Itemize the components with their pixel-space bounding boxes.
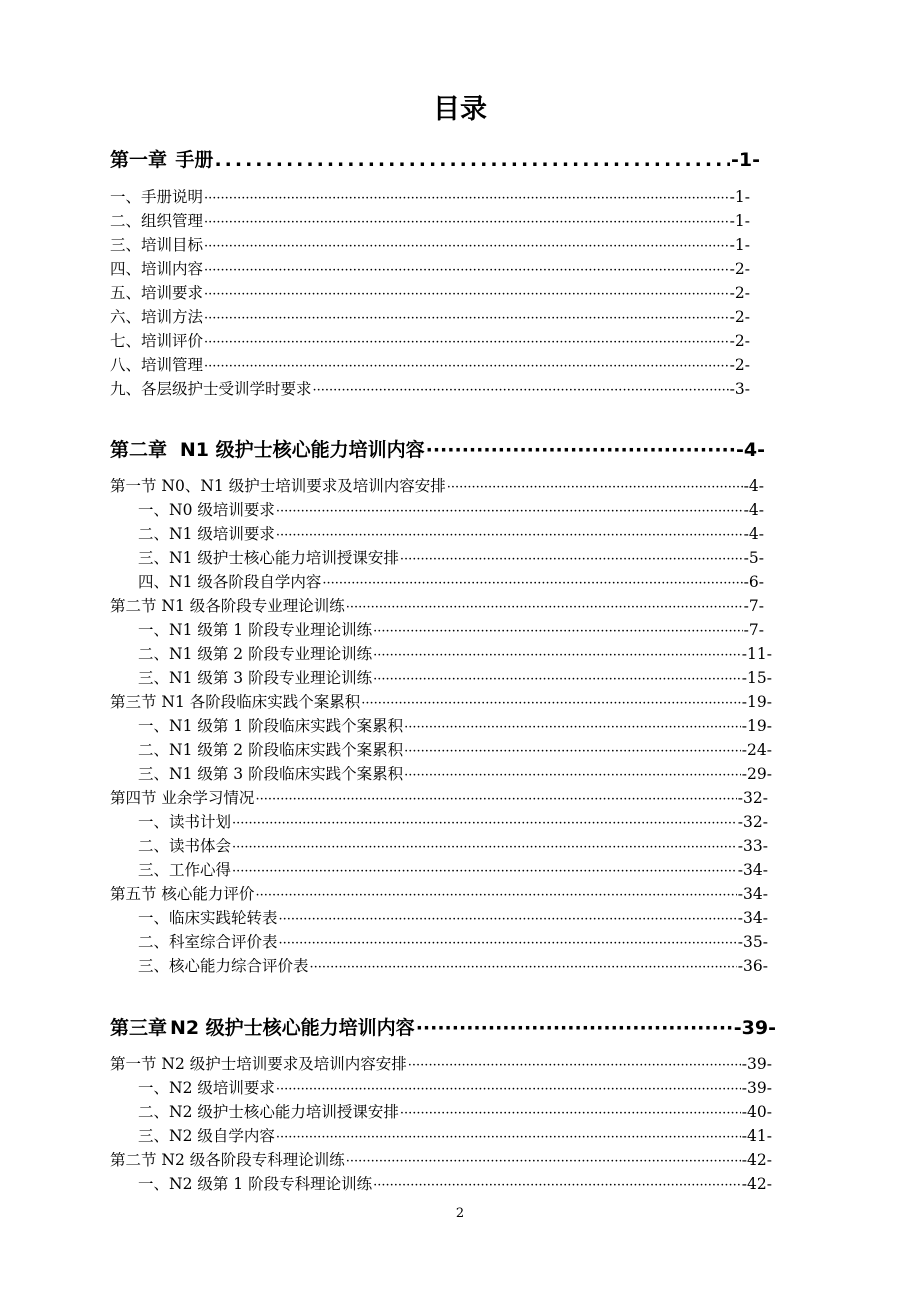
toc-item[interactable]: 四、N1 级各阶段自学内容 ····· -6-	[110, 570, 764, 594]
dot-leader	[416, 1013, 733, 1043]
toc-item[interactable]: 一、N2 级第 1 阶段专科理论训练 ····· -42-	[110, 1172, 772, 1196]
chapter-name: N2 级护士核心能力培训内容	[169, 1017, 415, 1039]
toc-item[interactable]: 二、N2 级护士核心能力培训授课安排 ····· -40-	[110, 1100, 772, 1124]
toc-item[interactable]: 三、工作心得 ····· -34-	[110, 858, 768, 882]
toc-item[interactable]: 一、N1 级第 1 阶段临床实践个案累积 ····· -19-	[110, 714, 772, 738]
toc-section[interactable]: 第二节 N1 级各阶段专业理论训练 ····· -7-	[110, 594, 764, 618]
toc-item[interactable]: 二、N1 级培训要求 ····· -4-	[110, 522, 764, 546]
toc-item[interactable]: 二、N1 级第 2 阶段专业理论训练 ····· -11-	[110, 642, 772, 666]
toc-item[interactable]: 二、读书体会 ····· -33-	[110, 834, 768, 858]
dot-leader	[214, 145, 730, 175]
toc-item[interactable]: 一、读书计划 ····· -32-	[110, 810, 768, 834]
toc-item[interactable]: 一、N2 级培训要求 ····· -39-	[110, 1076, 772, 1100]
toc-section[interactable]: 第五节 核心能力评价 ····· -34-	[110, 882, 768, 906]
toc-item[interactable]: 三、N2 级自学内容 ····· -41-	[110, 1124, 772, 1148]
toc-item[interactable]: 三、N1 级第 3 阶段临床实践个案累积 ····· -29-	[110, 762, 772, 786]
dot-leader	[426, 435, 735, 465]
chapter-name: N1 级护士核心能力培训内容	[179, 439, 425, 461]
toc-item[interactable]: 一、N0 级培训要求 ····· -4-	[110, 498, 764, 522]
toc-item[interactable]: 八、培训管理 ····· -2-	[110, 353, 750, 377]
toc-section[interactable]: 第一节 N2 级护士培训要求及培训内容安排 ····· -39-	[110, 1052, 772, 1076]
page-number: 2	[455, 1206, 465, 1221]
chapter-label: 第一章	[110, 149, 168, 171]
toc-item[interactable]: 四、培训内容 ····· -2-	[110, 257, 750, 281]
toc-item[interactable]: 七、培训评价 ····· -2-	[110, 329, 750, 353]
toc-item[interactable]: 一、N1 级第 1 阶段专业理论训练 ····· -7-	[110, 618, 764, 642]
toc-chapter-1[interactable]	[110, 145, 760, 175]
toc-section[interactable]: 第二节 N2 级各阶段专科理论训练 ····· -42-	[110, 1148, 772, 1172]
chapter-name: 手册	[175, 149, 214, 171]
toc-item[interactable]: 六、培训方法 ····· -2-	[110, 305, 750, 329]
toc-item[interactable]: 三、N1 级第 3 阶段专业理论训练 ····· -15-	[110, 666, 772, 690]
toc-chapter-2[interactable]	[110, 435, 765, 465]
toc-item[interactable]: 二、N1 级第 2 阶段临床实践个案累积 ····· -24-	[110, 738, 772, 762]
chapter-label: 第二章	[110, 439, 168, 461]
toc-item[interactable]: 一、临床实践轮转表 ····· -34-	[110, 906, 768, 930]
toc-item[interactable]: 一、手册说明 ····· -1-	[110, 185, 750, 209]
page-ref: -39-	[733, 1017, 776, 1039]
toc-item[interactable]: 九、各层级护士受训学时要求 ····· -3-	[110, 377, 750, 401]
toc-item[interactable]: 二、组织管理 ····· -1-	[110, 209, 750, 233]
toc-section[interactable]: 第三节 N1 各阶段临床实践个案累积 ····· -19-	[110, 690, 772, 714]
chapter-label: 第三章	[110, 1017, 168, 1039]
toc-item[interactable]: 三、N1 级护士核心能力培训授课安排 ····· -5-	[110, 546, 764, 570]
toc-item[interactable]: 二、科室综合评价表 ····· -35-	[110, 930, 768, 954]
toc-section[interactable]: 第一节 N0、N1 级护士培训要求及培训内容安排 ····· -4-	[110, 474, 764, 498]
toc-item[interactable]: 三、培训目标 ····· -1-	[110, 233, 750, 257]
page-title: 目录	[433, 94, 487, 125]
toc-item[interactable]: 五、培训要求 ····· -2-	[110, 281, 750, 305]
toc-chapter-3[interactable]	[110, 1013, 776, 1043]
toc-item[interactable]: 三、核心能力综合评价表 ····· -36-	[110, 954, 768, 978]
page-ref: -4-	[736, 439, 765, 461]
page-ref: -1-	[731, 149, 760, 171]
toc-section[interactable]: 第四节 业余学习情况 ····· -32-	[110, 786, 768, 810]
